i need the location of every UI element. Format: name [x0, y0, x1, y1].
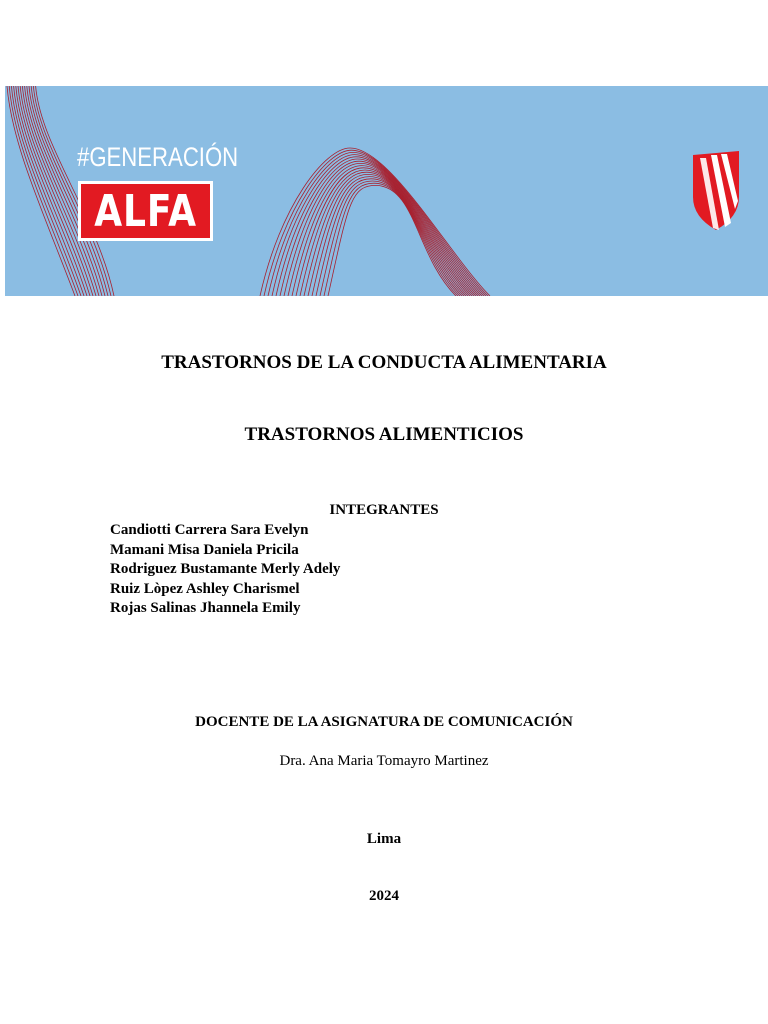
- member-name: Candiotti Carrera Sara Evelyn: [110, 522, 309, 538]
- alfa-brand-badge: [78, 181, 213, 241]
- teacher-name: Dra. Ana Maria Tomayro Martinez: [279, 753, 489, 769]
- university-shield-icon: [691, 151, 741, 231]
- document-subtitle: TRASTORNOS ALIMENTICIOS: [244, 424, 524, 445]
- header-banner: [5, 86, 768, 296]
- generacion-hashtag: #GENERACIÓN: [77, 142, 239, 172]
- member-name: Rodriguez Bustamante Merly Adely: [110, 561, 341, 577]
- teacher-heading: DOCENTE DE LA ASIGNATURA DE COMUNICACIÓN: [195, 714, 573, 730]
- year-label: 2024: [369, 888, 399, 904]
- member-name: Mamani Misa Daniela Pricila: [110, 541, 299, 558]
- alfa-brand-text: ALFA: [94, 185, 197, 237]
- members-list: [110, 521, 340, 619]
- member-name: Rojas Salinas Jhannela Emily: [110, 600, 301, 616]
- city-label: Lima: [366, 831, 402, 847]
- members-heading: INTEGRANTES: [329, 502, 439, 518]
- document-title: TRASTORNOS DE LA CONDUCTA ALIMENTARIA: [161, 352, 607, 373]
- member-name: Ruiz Lòpez Ashley Charismel: [110, 580, 300, 597]
